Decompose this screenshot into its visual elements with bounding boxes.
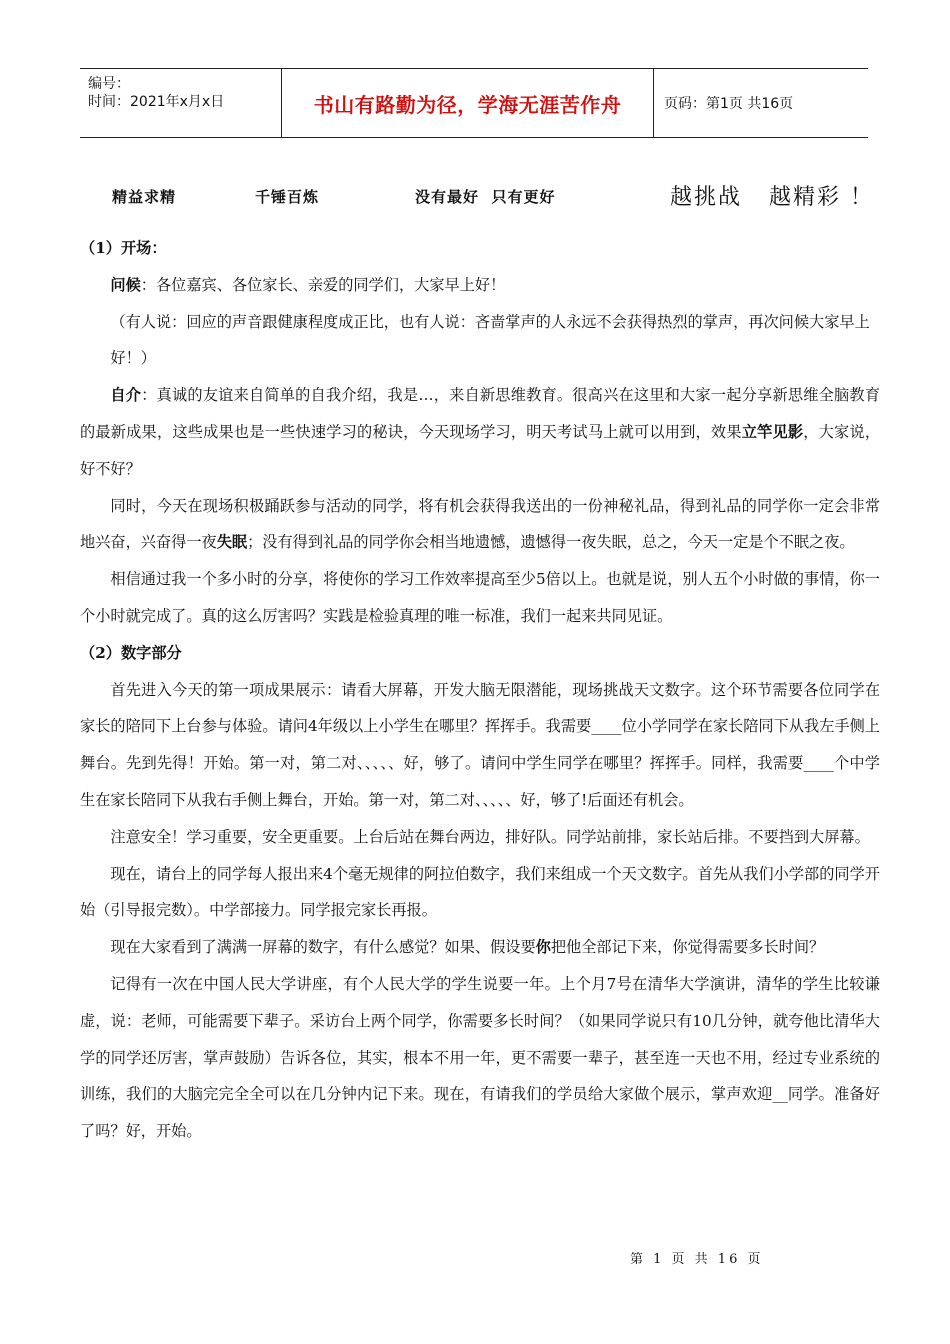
greeting-text: ：各位嘉宾、各位家长、亲爱的同学们，大家早上好！: [140, 275, 506, 294]
p4-text-b: 把他全部记下来，你觉得需要多长时间？: [550, 938, 825, 957]
gift-text-b: ；没有得到礼品的同学你会相当地遗憾，遗憾得一夜失眠，总之，今天一定是个不眠之夜。: [247, 533, 855, 552]
intro-label: 自介: [110, 386, 142, 405]
slogan-2: 千锤百炼: [255, 188, 320, 206]
header-motto-cell: [282, 69, 654, 137]
intro-keyword: 立竿见影: [741, 422, 804, 441]
intro-text-b: ，大家说，好不好？: [80, 422, 881, 478]
page-footer: 第 1 页 共 16 页: [630, 1252, 764, 1267]
greeting-paragraph: [80, 267, 880, 304]
numbers-paragraph-1: 首先进入今天的第一项成果展示：请看大屏幕，开发大脑无限潜能，现场挑战天文数字。这个环节需要各位同学在家长的陪同下上台参与体验。请问4年级以上小学生在哪里？挥挥手。我需要____位小学同学在家长陪同下从我左手侧上舞台。先到先得！开始。第一对，第二对、、、、、好，够了。请问中学生同学在哪里？挥挥手。同样，我需要____个中学生在家长陪同下从我右手侧上舞台，开始。第一对，第二对、、、、、好，够了!后面还有机会。: [80, 680, 880, 809]
gift-paragraph: [80, 488, 880, 562]
numbers-paragraph-3: 现在，请台上的同学每人报出来4个毫无规律的阿拉伯数字，我们来组成一个天文数字。首先从我们小学部的同学开始（引导报完数）。中学部接力。同学报完家长再报。: [80, 864, 880, 920]
page-info: 页码：第1页 共16页: [664, 96, 794, 112]
believe-paragraph: 相信通过我一个多小时的分享，将使你的学习工作效率提高至少5倍以上。也就是说，别人五个小时做的事情，你一个小时就完成了。真的这么厉害吗？实践是检验真理的唯一标准，我们一起来共同见证。: [80, 570, 880, 625]
header-left-cell: [80, 69, 282, 137]
slogan-3: 没有最好 只有更好: [415, 188, 556, 206]
date-label: 时间：2021年x月x日: [88, 94, 225, 110]
intro-text-a: ：真诚的友谊来自简单的自我介绍，我是…，来自新思维教育。很高兴在这里和大家一起分享新思维全脑教育的最新成果，这些成果也是一些快速学习的秘诀，今天现场学习，明天考试马上就可以用到，效果: [80, 386, 881, 441]
header-page-cell: [654, 69, 868, 137]
gift-keyword: 失眠: [216, 533, 248, 552]
motto: 书山有路勤为径，学海无涯苦作舟: [313, 92, 622, 117]
numbers-paragraph-4: [80, 929, 880, 966]
aside-paragraph: （有人说：回应的声音跟健康程度成正比，也有人说：吝啬掌声的人永远不会获得热烈的掌声，再次问候大家早上好！）: [110, 312, 870, 368]
document-body: [80, 230, 880, 1150]
number-label: 编号：: [88, 76, 130, 92]
slogan-4: 越挑战 越精彩 ！: [670, 185, 874, 210]
p4-keyword: 你: [535, 938, 551, 957]
header-table: [80, 68, 868, 138]
greeting-label: 问候: [110, 275, 141, 294]
p4-text-a: 现在大家看到了满满一屏幕的数字，有什么感觉？如果、假设要: [110, 938, 536, 957]
numbers-paragraph-2: 注意安全！学习重要，安全更重要。上台后站在舞台两边，排好队。同学站前排，家长站后排。不要挡到大屏幕。: [110, 827, 870, 846]
intro-paragraph: [80, 377, 880, 487]
gift-text-a: 同时，今天在现场积极踊跃参与活动的同学，将有机会获得我送出的一份神秘礼品，得到礼品的同学你一定会非常地兴奋，兴奋得一夜: [80, 496, 880, 552]
section-heading-2: （2）数字部分: [80, 643, 182, 662]
slogan-1: 精益求精: [112, 188, 177, 206]
section-heading-1: （1）开场：: [80, 239, 167, 257]
slogan-row: [0, 178, 950, 214]
numbers-paragraph-5: 记得有一次在中国人民大学讲座，有个人民大学的学生说要一年。上个月7号在清华大学演讲，清华的学生比较谦虚，说：老师，可能需要下辈子。采访台上两个同学，你需要多长时间？（如果同学说只有10几分钟，就夸他比清华大学的同学还厉害，掌声鼓励）告诉各位，其实，根本不用一年，更不需要一辈子，甚至连一天也不用，经过专业系统的训练，我们的大脑完完全全可以在几分钟内记下来。现在，有请我们的学员给大家做个展示，掌声欢迎__同学。准备好了吗？好，开始。: [80, 974, 880, 1141]
